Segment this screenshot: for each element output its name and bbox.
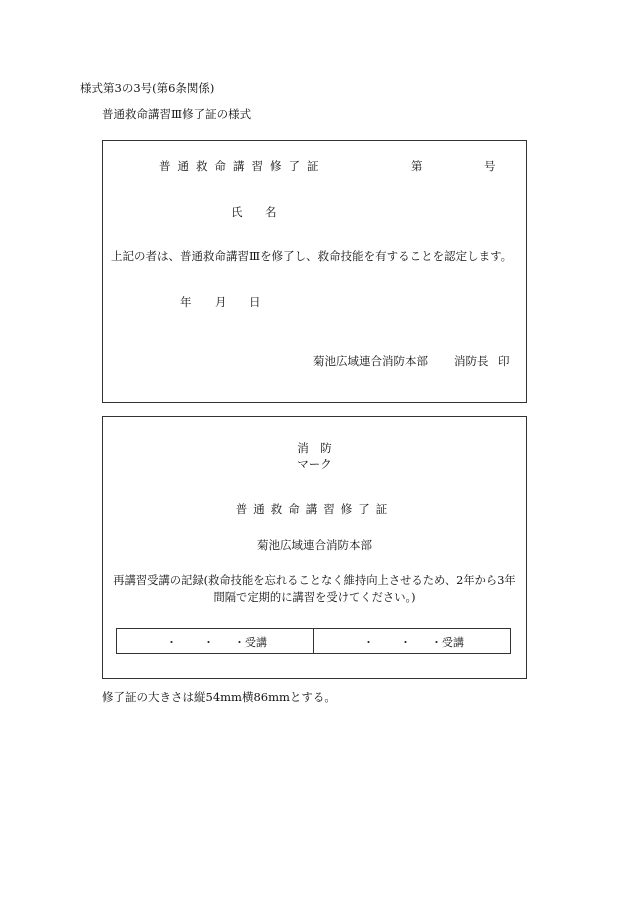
retraining-record-text: 再講習受講の記録(救命技能を忘れることなく維持向上させるため、2年から3年間隔で定期的に講習を受けてください。) [113, 574, 516, 604]
certificate-number-suffix: 号 [484, 159, 496, 173]
record-date-separator: ・ [203, 636, 214, 649]
chief-title: 消防長 [454, 354, 489, 368]
record-attended-label: ・受講 [431, 636, 464, 649]
record-attended-label: ・受講 [234, 636, 267, 649]
record-date-separator: ・ [363, 636, 374, 649]
retraining-record-cell [117, 629, 313, 653]
date-day-label: 日 [249, 295, 261, 309]
form-title: 普通救命講習Ⅲ修了証の様式 [102, 107, 252, 121]
retraining-record-table [116, 628, 511, 654]
issuer-line [313, 353, 489, 369]
issuer-name: 菊池広域連合消防本部 [313, 354, 428, 368]
record-date-separator: ・ [400, 636, 411, 649]
record-date-separator: ・ [166, 636, 177, 649]
date-year-label: 年 [180, 295, 192, 309]
certificate-back-heading: 普通救命講習修了証 [235, 502, 394, 516]
name-label-suffix: 名 [265, 205, 277, 219]
certificate-number-label: 第 [411, 159, 423, 173]
certification-statement: 上記の者は、普通救命講習Ⅲを修了し、救命技能を有することを認定します。 [111, 249, 513, 263]
certificate-back-issuer: 菊池広域連合消防本部 [257, 538, 372, 552]
retraining-record-cell [313, 629, 510, 653]
certificate-size-note: 修了証の大きさは縦54mm横86mmとする。 [102, 690, 336, 704]
certificate-back [102, 416, 527, 679]
date-month-label: 月 [215, 295, 227, 309]
seal-label: 印 [498, 354, 510, 368]
name-label: 氏 [231, 205, 243, 219]
form-number: 様式第3の3号(第6条関係) [80, 81, 215, 95]
certificate-front [102, 140, 527, 403]
fire-department-mark-line1: 消 防 [297, 441, 332, 455]
fire-department-mark-line2: マーク [297, 457, 332, 471]
certificate-heading: 普通救命講習修了証 [159, 159, 326, 173]
